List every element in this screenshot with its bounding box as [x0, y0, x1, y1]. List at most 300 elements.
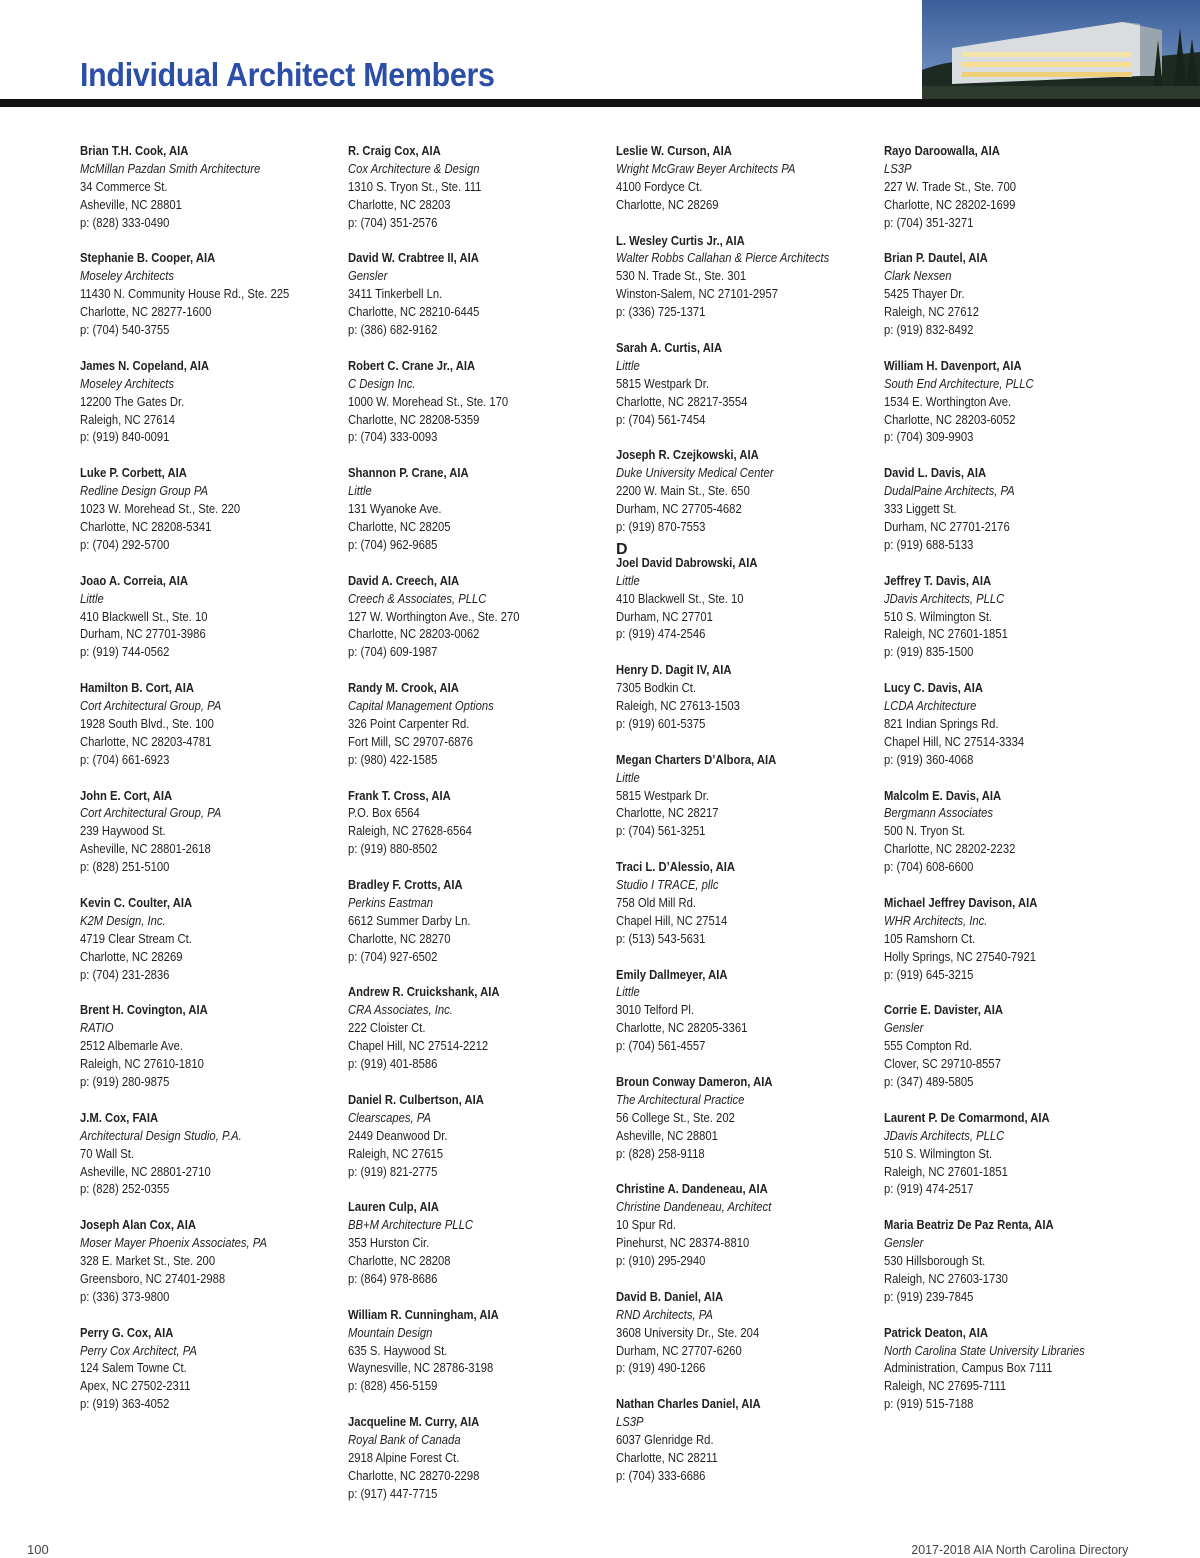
- member-address-line: Clover, SC 29710-8557: [884, 1057, 1001, 1072]
- member-entry: [348, 984, 608, 1074]
- member-address-line: 333 Liggett St.: [884, 502, 957, 517]
- member-phone: p: (513) 543-5631: [616, 931, 706, 946]
- member-address-line: 105 Ramshorn Ct.: [884, 931, 976, 946]
- member-entry: [80, 1325, 340, 1415]
- member-address-line: Raleigh, NC 27615: [348, 1146, 444, 1161]
- member-phone: p: (336) 373-9800: [80, 1289, 170, 1304]
- member-phone: p: (919) 490-1266: [616, 1361, 706, 1376]
- member-firm: Creech & Associates, PLLC: [348, 591, 487, 606]
- member-entry: [80, 895, 340, 985]
- page-number: 100: [27, 1542, 49, 1557]
- member-address-line: Raleigh, NC 27614: [80, 412, 176, 427]
- member-entry: [348, 680, 608, 770]
- member-address-line: Asheville, NC 28801: [616, 1128, 718, 1143]
- member-phone: p: (704) 333-6686: [616, 1468, 706, 1483]
- member-entry: [348, 1092, 608, 1182]
- member-address-line: 530 Hillsborough St.: [884, 1254, 986, 1269]
- member-firm: Moseley Architects: [80, 269, 174, 284]
- member-entry: [616, 1396, 876, 1486]
- member-phone: p: (704) 561-7454: [616, 412, 706, 427]
- member-name: L. Wesley Curtis Jr., AIA: [616, 233, 745, 248]
- member-phone: p: (336) 725-1371: [616, 305, 706, 320]
- member-firm: Little: [616, 573, 640, 588]
- member-name: Sarah A. Curtis, AIA: [616, 340, 723, 355]
- member-firm: Cort Architectural Group, PA: [80, 806, 222, 821]
- member-entry: [884, 465, 1144, 555]
- member-address-line: 2200 W. Main St., Ste. 650: [616, 484, 750, 499]
- member-entry: [348, 143, 608, 233]
- member-phone: p: (704) 309-9903: [884, 430, 974, 445]
- member-name: William H. Davenport, AIA: [884, 358, 1022, 373]
- member-firm: North Carolina State University Libraries: [884, 1343, 1085, 1358]
- member-address-line: 6037 Glenridge Rd.: [616, 1433, 714, 1448]
- member-phone: p: (919) 870-7553: [616, 519, 706, 534]
- member-address-line: Charlotte, NC 28269: [616, 197, 719, 212]
- member-firm: Capital Management Options: [348, 699, 494, 714]
- member-address-line: 6612 Summer Darby Ln.: [348, 913, 471, 928]
- member-firm: WHR Architects, Inc.: [884, 913, 988, 928]
- member-entry: [348, 877, 608, 967]
- member-address-line: 5425 Thayer Dr.: [884, 287, 965, 302]
- member-name: Jacqueline M. Curry, AIA: [348, 1415, 480, 1430]
- member-name: Broun Conway Dameron, AIA: [616, 1074, 773, 1089]
- member-phone: p: (919) 280-9875: [80, 1075, 170, 1089]
- member-address-line: 222 Cloister Ct.: [348, 1021, 426, 1036]
- member-entry: [80, 1002, 340, 1092]
- member-entry: [616, 447, 876, 537]
- member-address-line: 500 N. Tryon St.: [884, 824, 966, 839]
- page-header: [0, 0, 1200, 108]
- member-address-line: Charlotte, NC 28208-5359: [348, 412, 480, 427]
- member-address-line: Charlotte, NC 28211: [616, 1450, 718, 1465]
- member-phone: p: (704) 292-5700: [80, 537, 170, 552]
- member-address-line: 510 S. Wilmington St.: [884, 1146, 993, 1161]
- member-name: Traci L. D’Alessio, AIA: [616, 860, 735, 875]
- building-photo-image: [922, 0, 1200, 99]
- member-address-line: 12200 The Gates Dr.: [80, 394, 185, 409]
- member-firm: Architectural Design Studio, P.A.: [80, 1128, 242, 1143]
- member-entry: [884, 358, 1144, 448]
- member-phone: p: (919) 688-5133: [884, 537, 974, 552]
- member-address-line: Durham, NC 27707-6260: [616, 1343, 742, 1358]
- member-entry: [616, 859, 876, 949]
- member-name: Henry D. Dagit IV, AIA: [616, 663, 732, 678]
- member-address-line: 821 Indian Springs Rd.: [884, 716, 999, 731]
- member-phone: p: (828) 258-9118: [616, 1146, 705, 1161]
- member-firm: Cox Architecture & Design: [348, 161, 480, 176]
- member-entry: [348, 250, 608, 340]
- member-firm: Perkins Eastman: [348, 895, 434, 910]
- member-name: Brian T.H. Cook, AIA: [80, 144, 189, 158]
- member-firm: Little: [616, 985, 640, 1000]
- member-address-line: Greensboro, NC 27401-2988: [80, 1271, 226, 1286]
- member-address-line: 131 Wyanoke Ave.: [348, 502, 442, 517]
- member-address-line: Charlotte, NC 28270-2298: [348, 1468, 480, 1483]
- member-entry: [80, 788, 340, 878]
- member-firm: Gensler: [884, 1021, 924, 1036]
- member-firm: LS3P: [884, 161, 912, 176]
- member-firm: JDavis Architects, PLLC: [884, 1128, 1005, 1143]
- member-name: Shannon P. Crane, AIA: [348, 466, 469, 481]
- member-address-line: 410 Blackwell St., Ste. 10: [80, 609, 208, 624]
- member-address-line: Charlotte, NC 28203-0062: [348, 627, 480, 642]
- member-address-line: 326 Point Carpenter Rd.: [348, 716, 470, 731]
- member-firm: DudalPaine Architects, PA: [884, 484, 1015, 499]
- member-address-line: 2918 Alpine Forest Ct.: [348, 1450, 460, 1465]
- member-phone: p: (919) 401-8586: [348, 1057, 438, 1072]
- member-address-line: 410 Blackwell St., Ste. 10: [616, 591, 744, 606]
- member-entry: [80, 143, 340, 233]
- member-firm: Little: [616, 358, 640, 373]
- member-phone: p: (704) 962-9685: [348, 537, 438, 552]
- member-entry: [80, 573, 340, 663]
- member-name: Corrie E. Davister, AIA: [884, 1003, 1004, 1018]
- member-phone: p: (919) 515-7188: [884, 1397, 974, 1412]
- member-address-line: Asheville, NC 28801-2618: [80, 842, 211, 857]
- member-firm: Walter Robbs Callahan & Pierce Architects: [616, 251, 830, 266]
- member-entry: [80, 250, 340, 340]
- member-address-line: 3608 University Dr., Ste. 204: [616, 1325, 760, 1340]
- member-entry: [884, 680, 1144, 770]
- member-address-line: 4719 Clear Stream Ct.: [80, 931, 192, 946]
- member-address-line: Raleigh, NC 27601-1851: [884, 1164, 1008, 1179]
- member-firm: Moseley Architects: [80, 376, 174, 391]
- member-entry: [616, 1074, 876, 1164]
- member-phone: p: (917) 447-7715: [348, 1486, 438, 1501]
- member-firm: Gensler: [348, 269, 388, 284]
- member-entry: [616, 752, 876, 842]
- member-firm: Perry Cox Architect, PA: [80, 1343, 197, 1358]
- member-name: Brian P. Dautel, AIA: [884, 251, 988, 266]
- member-address-line: Asheville, NC 28801-2710: [80, 1164, 211, 1179]
- member-name: J.M. Cox, FAIA: [80, 1110, 159, 1125]
- member-entry: [348, 788, 608, 860]
- member-address-line: Chapel Hill, NC 27514-3334: [884, 734, 1025, 749]
- member-entry: [80, 680, 340, 770]
- member-phone: p: (704) 609-1987: [348, 645, 438, 660]
- member-phone: p: (828) 456-5159: [348, 1379, 438, 1394]
- member-entry: [616, 967, 876, 1057]
- member-name: R. Craig Cox, AIA: [348, 144, 441, 158]
- member-name: Luke P. Corbett, AIA: [80, 466, 187, 481]
- member-firm: Duke University Medical Center: [616, 466, 774, 481]
- member-address-line: 2449 Deanwood Dr.: [348, 1128, 448, 1143]
- member-firm: RATIO: [80, 1021, 114, 1036]
- member-address-line: Waynesville, NC 28786-3198: [348, 1361, 494, 1376]
- member-address-line: 34 Commerce St.: [80, 179, 168, 194]
- member-address-line: Raleigh, NC 27612: [884, 305, 980, 320]
- member-firm: Christine Dandeneau, Architect: [616, 1200, 772, 1215]
- member-phone: p: (828) 251-5100: [80, 860, 170, 875]
- member-address-line: 7305 Bodkin Ct.: [616, 681, 697, 696]
- member-address-line: 56 College St., Ste. 202: [616, 1110, 735, 1125]
- member-name: Megan Charters D’Albora, AIA: [616, 752, 777, 767]
- member-phone: p: (704) 351-3271: [884, 215, 974, 230]
- member-name: Perry G. Cox, AIA: [80, 1325, 174, 1340]
- member-phone: p: (704) 661-6923: [80, 752, 170, 767]
- member-address-line: Charlotte, NC 28203-4781: [80, 734, 212, 749]
- member-address-line: 3411 Tinkerbell Ln.: [348, 287, 443, 302]
- member-name: Jeffrey T. Davis, AIA: [884, 573, 992, 588]
- member-name: Lucy C. Davis, AIA: [884, 681, 983, 696]
- publication-name: 2017-2018 AIA North Carolina Directory: [911, 1542, 1128, 1557]
- member-address-line: Charlotte, NC 28217: [616, 806, 719, 821]
- member-address-line: 3010 Telford Pl.: [616, 1003, 694, 1018]
- member-address-line: 1534 E. Worthington Ave.: [884, 394, 1012, 409]
- member-entry: [348, 1307, 608, 1397]
- member-name: Daniel R. Culbertson, AIA: [348, 1092, 484, 1107]
- member-firm: McMillan Pazdan Smith Architecture: [80, 161, 261, 176]
- member-address-line: Asheville, NC 28801: [80, 197, 182, 212]
- member-firm: Royal Bank of Canada: [348, 1433, 461, 1448]
- member-firm: K2M Design, Inc.: [80, 913, 166, 928]
- member-name: David L. Davis, AIA: [884, 466, 987, 481]
- member-firm: The Architectural Practice: [616, 1092, 745, 1107]
- member-address-line: Fort Mill, SC 29707-6876: [348, 734, 474, 749]
- member-address-line: 1928 South Blvd., Ste. 100: [80, 716, 214, 731]
- member-firm: BB+M Architecture PLLC: [348, 1218, 473, 1233]
- member-address-line: Chapel Hill, NC 27514-2212: [348, 1039, 489, 1054]
- member-address-line: 5815 Westpark Dr.: [616, 376, 709, 391]
- member-firm: RND Architects, PA: [616, 1307, 713, 1322]
- member-address-line: Charlotte, NC 28202-1699: [884, 197, 1016, 212]
- member-firm: Gensler: [884, 1236, 924, 1251]
- member-address-line: Charlotte, NC 28269: [80, 949, 183, 964]
- member-firm: Redline Design Group PA: [80, 484, 208, 499]
- member-address-line: 530 N. Trade St., Ste. 301: [616, 269, 747, 284]
- member-address-line: Raleigh, NC 27628-6564: [348, 824, 472, 839]
- member-address-line: 2512 Albemarle Ave.: [80, 1039, 183, 1054]
- member-firm: Wright McGraw Beyer Architects PA: [616, 161, 796, 176]
- member-name: Emily Dallmeyer, AIA: [616, 967, 728, 982]
- member-phone: p: (828) 252-0355: [80, 1182, 170, 1197]
- member-address-line: Charlotte, NC 28205: [348, 519, 451, 534]
- member-phone: p: (347) 489-5805: [884, 1075, 974, 1089]
- member-address-line: Charlotte, NC 28203-6052: [884, 412, 1016, 427]
- member-firm: Mountain Design: [348, 1325, 433, 1340]
- member-name: Maria Beatriz De Paz Renta, AIA: [884, 1218, 1054, 1233]
- member-address-line: Charlotte, NC 28277-1600: [80, 305, 212, 320]
- member-name: Michael Jeffrey Davison, AIA: [884, 895, 1038, 910]
- member-phone: p: (704) 333-0093: [348, 430, 438, 445]
- member-address-line: 555 Compton Rd.: [884, 1039, 973, 1054]
- member-firm: South End Architecture, PLLC: [884, 376, 1034, 391]
- member-name: Christine A. Dandeneau, AIA: [616, 1182, 768, 1197]
- member-name: James N. Copeland, AIA: [80, 358, 209, 373]
- member-firm: Little: [348, 484, 372, 499]
- member-entry: [80, 1110, 340, 1200]
- member-entry: [80, 465, 340, 555]
- member-entry: [884, 1325, 1144, 1415]
- member-phone: p: (980) 422-1585: [348, 752, 438, 767]
- member-address-line: Charlotte, NC 28217-3554: [616, 394, 748, 409]
- member-phone: p: (919) 821-2775: [348, 1164, 438, 1179]
- member-address-line: 70 Wall St.: [80, 1146, 134, 1161]
- member-address-line: 11430 N. Community House Rd., Ste. 225: [80, 287, 290, 302]
- member-name: Randy M. Crook, AIA: [348, 681, 459, 696]
- member-address-line: Durham, NC 27705-4682: [616, 502, 742, 517]
- member-phone: p: (704) 231-2836: [80, 967, 170, 982]
- member-phone: p: (919) 601-5375: [616, 716, 706, 731]
- column-2: [348, 143, 608, 1522]
- member-name: Joel David Dabrowski, AIA: [616, 555, 758, 570]
- member-name: Stephanie B. Cooper, AIA: [80, 251, 216, 266]
- member-firm: Moser Mayer Phoenix Associates, PA: [80, 1236, 267, 1251]
- member-name: Laurent P. De Comarmond, AIA: [884, 1110, 1050, 1125]
- member-address-line: Durham, NC 27701-2176: [884, 519, 1010, 534]
- member-phone: p: (919) 645-3215: [884, 967, 974, 982]
- member-name: Rayo Daroowalla, AIA: [884, 144, 1000, 158]
- member-address-line: Durham, NC 27701: [616, 609, 713, 624]
- member-address-line: Raleigh, NC 27601-1851: [884, 627, 1008, 642]
- member-entry: [884, 1110, 1144, 1200]
- member-phone: p: (704) 561-4557: [616, 1039, 706, 1054]
- member-name: David W. Crabtree II, AIA: [348, 251, 479, 266]
- member-entry: [616, 662, 876, 734]
- member-address-line: Charlotte, NC 28203: [348, 197, 451, 212]
- member-entry: [884, 895, 1144, 985]
- member-entry: [616, 1289, 876, 1379]
- member-phone: p: (919) 474-2546: [616, 627, 706, 642]
- member-firm: JDavis Architects, PLLC: [884, 591, 1005, 606]
- member-phone: p: (910) 295-2940: [616, 1254, 706, 1269]
- member-name: Nathan Charles Daniel, AIA: [616, 1397, 761, 1412]
- member-name: Joseph R. Czejkowski, AIA: [616, 448, 759, 463]
- member-address-line: Charlotte, NC 28270: [348, 931, 451, 946]
- member-address-line: 1000 W. Morehead St., Ste. 170: [348, 394, 509, 409]
- member-phone: p: (919) 832-8492: [884, 323, 974, 338]
- member-address-line: Chapel Hill, NC 27514: [616, 913, 728, 928]
- member-phone: p: (704) 561-3251: [616, 824, 706, 839]
- member-address-line: 758 Old Mill Rd.: [616, 895, 697, 910]
- member-address-line: Charlotte, NC 28202-2232: [884, 842, 1016, 857]
- member-entry: [616, 143, 876, 215]
- member-phone: p: (919) 474-2517: [884, 1182, 974, 1197]
- member-phone: p: (919) 835-1500: [884, 645, 974, 660]
- member-firm: Little: [616, 770, 640, 785]
- member-firm: LS3P: [616, 1415, 644, 1430]
- member-name: Andrew R. Cruickshank, AIA: [348, 985, 500, 1000]
- member-entry: [616, 555, 876, 645]
- member-address-line: 124 Salem Towne Ct.: [80, 1361, 187, 1376]
- member-address-line: 127 W. Worthington Ave., Ste. 270: [348, 609, 520, 624]
- member-address-line: 510 S. Wilmington St.: [884, 609, 993, 624]
- building-photo: [922, 0, 1200, 99]
- member-entry: [616, 1181, 876, 1271]
- member-name: David A. Creech, AIA: [348, 573, 460, 588]
- member-address-line: 10 Spur Rd.: [616, 1218, 677, 1233]
- member-phone: p: (919) 840-0091: [80, 430, 170, 445]
- member-firm: Clearscapes, PA: [348, 1110, 431, 1125]
- member-firm: Cort Architectural Group, PA: [80, 699, 222, 714]
- member-firm: Clark Nexsen: [884, 269, 952, 284]
- member-phone: p: (386) 682-9162: [348, 323, 438, 338]
- member-phone: p: (828) 333-0490: [80, 215, 170, 230]
- member-firm: LCDA Architecture: [884, 699, 977, 714]
- member-address-line: Administration, Campus Box 7111: [884, 1361, 1053, 1376]
- member-entry: [884, 573, 1144, 663]
- member-firm: Little: [80, 591, 104, 606]
- member-name: Robert C. Crane Jr., AIA: [348, 358, 476, 373]
- member-entry: [884, 788, 1144, 878]
- member-address-line: Raleigh, NC 27610-1810: [80, 1057, 204, 1072]
- member-name: Joseph Alan Cox, AIA: [80, 1218, 197, 1233]
- member-address-line: Charlotte, NC 28205-3361: [616, 1021, 748, 1036]
- member-columns: [80, 143, 1180, 1513]
- member-name: Bradley F. Crotts, AIA: [348, 878, 463, 893]
- member-address-line: 239 Haywood St.: [80, 824, 166, 839]
- member-entry: [348, 358, 608, 448]
- member-entry: [348, 1199, 608, 1289]
- member-address-line: Raleigh, NC 27603-1730: [884, 1271, 1008, 1286]
- member-name: Frank T. Cross, AIA: [348, 788, 451, 803]
- header-rule: [0, 99, 1200, 107]
- member-address-line: Raleigh, NC 27613-1503: [616, 699, 740, 714]
- member-name: Hamilton B. Cort, AIA: [80, 681, 194, 696]
- member-phone: p: (919) 744-0562: [80, 645, 170, 660]
- member-entry: [616, 340, 876, 430]
- member-phone: p: (919) 880-8502: [348, 842, 438, 857]
- member-address-line: 1023 W. Morehead St., Ste. 220: [80, 502, 241, 517]
- member-firm: CRA Associates, Inc.: [348, 1003, 453, 1018]
- section-letter: D: [616, 540, 628, 558]
- member-address-line: 5815 Westpark Dr.: [616, 788, 709, 803]
- member-firm: Studio I TRACE, pllc: [616, 878, 719, 893]
- member-name: Brent H. Covington, AIA: [80, 1003, 208, 1018]
- member-firm: Bergmann Associates: [884, 806, 994, 821]
- member-name: William R. Cunningham, AIA: [348, 1307, 499, 1322]
- member-entry: [884, 1002, 1144, 1092]
- member-phone: p: (704) 351-2576: [348, 215, 438, 230]
- member-name: David B. Daniel, AIA: [616, 1289, 724, 1304]
- member-address-line: Charlotte, NC 28208: [348, 1254, 451, 1269]
- page-title: Individual Architect Members: [80, 56, 495, 93]
- member-name: Patrick Deaton, AIA: [884, 1325, 988, 1340]
- column-4: [884, 143, 1144, 1432]
- member-entry: [884, 143, 1144, 233]
- member-address-line: 353 Hurston Cir.: [348, 1236, 430, 1251]
- member-entry: [884, 1217, 1144, 1307]
- member-address-line: Holly Springs, NC 27540-7921: [884, 949, 1036, 964]
- member-firm: C Design Inc.: [348, 376, 416, 391]
- member-phone: p: (919) 360-4068: [884, 752, 974, 767]
- member-entry: [348, 1414, 608, 1504]
- member-address-line: 328 E. Market St., Ste. 200: [80, 1254, 216, 1269]
- member-phone: p: (919) 239-7845: [884, 1289, 974, 1304]
- member-name: Malcolm E. Davis, AIA: [884, 788, 1002, 803]
- member-address-line: P.O. Box 6564: [348, 806, 420, 821]
- member-entry: [616, 233, 876, 323]
- member-entry: [80, 358, 340, 448]
- member-entry: [80, 1217, 340, 1307]
- member-address-line: 1310 S. Tryon St., Ste. 111: [348, 179, 482, 194]
- member-address-line: Winston-Salem, NC 27101-2957: [616, 287, 778, 302]
- member-phone: p: (704) 927-6502: [348, 949, 438, 964]
- member-phone: p: (704) 608-6600: [884, 860, 974, 875]
- member-address-line: Charlotte, NC 28210-6445: [348, 305, 480, 320]
- member-name: John E. Cort, AIA: [80, 788, 173, 803]
- member-name: Lauren Culp, AIA: [348, 1200, 439, 1215]
- member-phone: p: (704) 540-3755: [80, 323, 170, 338]
- member-address-line: Pinehurst, NC 28374-8810: [616, 1236, 750, 1251]
- member-address-line: 4100 Fordyce Ct.: [616, 179, 703, 194]
- member-address-line: Raleigh, NC 27695-7111: [884, 1379, 1007, 1394]
- member-entry: [884, 250, 1144, 340]
- member-address-line: Durham, NC 27701-3986: [80, 627, 206, 642]
- member-name: Leslie W. Curson, AIA: [616, 144, 732, 158]
- member-entry: [348, 465, 608, 555]
- member-name: Kevin C. Coulter, AIA: [80, 895, 193, 910]
